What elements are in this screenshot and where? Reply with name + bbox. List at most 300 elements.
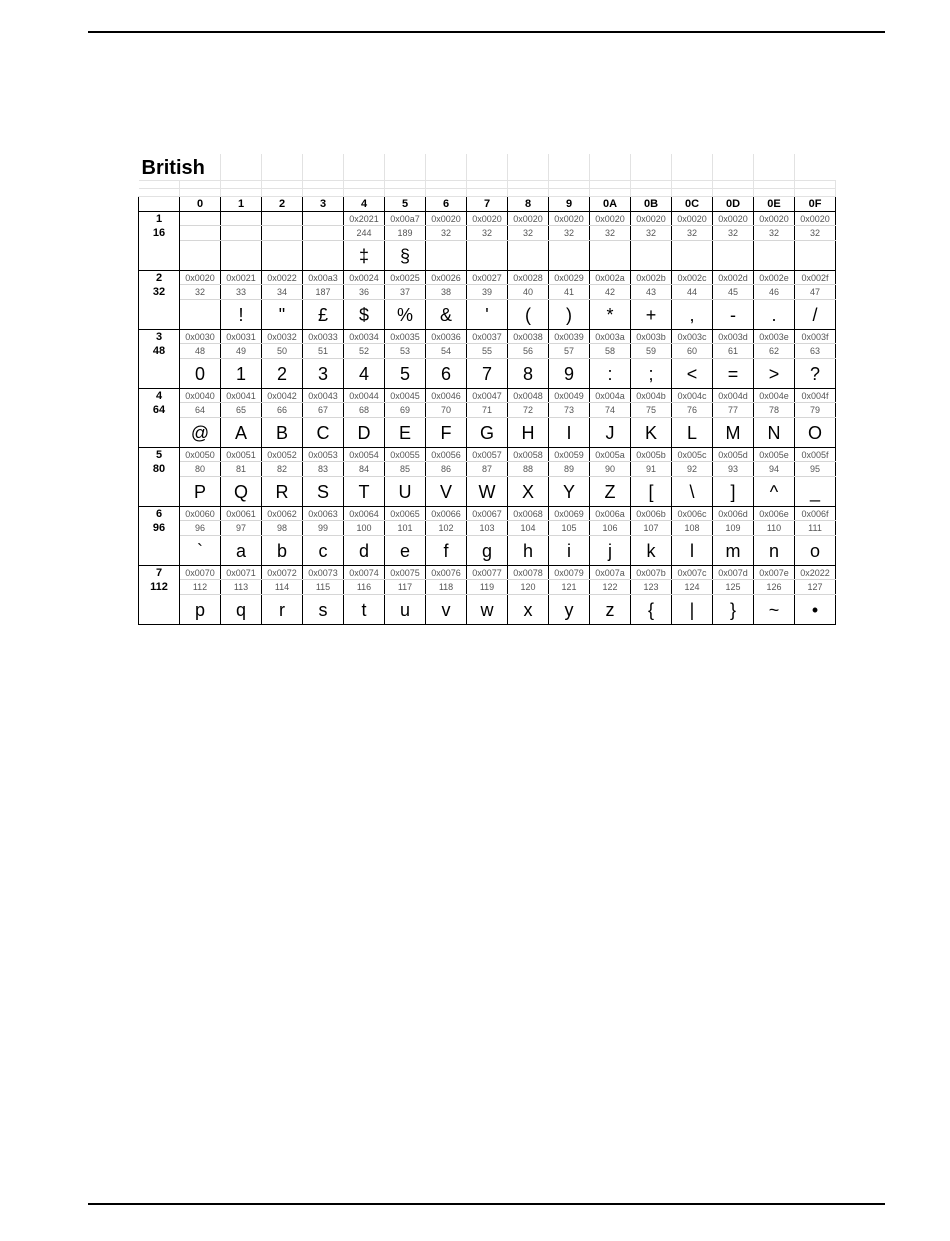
hex-code-cell: 0x0020: [180, 271, 221, 285]
column-header: 0A: [590, 197, 631, 212]
decimal-code-cell: 94: [754, 462, 795, 477]
glyph-cell: $: [344, 300, 385, 330]
hex-code-cell: 0x004e: [754, 389, 795, 403]
empty-cell: [426, 154, 467, 181]
row-head-empty: [139, 595, 180, 625]
hex-code-cell: 0x0053: [303, 448, 344, 462]
row-decimal-label: 16: [139, 226, 180, 241]
hex-code-cell: 0x0024: [344, 271, 385, 285]
glyph-cell: t: [344, 595, 385, 625]
glyph-cell: [: [631, 477, 672, 507]
glyph-cell: Y: [549, 477, 590, 507]
hex-code-cell: 0x007c: [672, 566, 713, 580]
decimal-code-cell: 244: [344, 226, 385, 241]
hex-code-cell: 0x0042: [262, 389, 303, 403]
decimal-code-cell: 55: [467, 344, 508, 359]
glyph-cell: [590, 241, 631, 271]
table-row: [139, 418, 836, 448]
glyph-cell: h: [508, 536, 549, 566]
column-header: 0E: [754, 197, 795, 212]
hex-code-cell: 0x0056: [426, 448, 467, 462]
decimal-code-cell: 95: [795, 462, 836, 477]
decimal-code-cell: 78: [754, 403, 795, 418]
column-header: 3: [303, 197, 344, 212]
hex-code-cell: 0x0073: [303, 566, 344, 580]
row-label: 3: [139, 330, 180, 344]
hex-code-cell: 0x003e: [754, 330, 795, 344]
glyph-cell: [180, 300, 221, 330]
decimal-code-cell: 64: [180, 403, 221, 418]
hex-code-cell: 0x004b: [631, 389, 672, 403]
hex-code-cell: [180, 212, 221, 226]
empty-cell: [590, 154, 631, 181]
decimal-code-cell: 86: [426, 462, 467, 477]
glyph-cell: 5: [385, 359, 426, 389]
hex-code-cell: 0x004c: [672, 389, 713, 403]
glyph-cell: &: [426, 300, 467, 330]
row-label: 2: [139, 271, 180, 285]
glyph-cell: D: [344, 418, 385, 448]
table-row: [139, 448, 836, 462]
row-label: 4: [139, 389, 180, 403]
glyph-cell: I: [549, 418, 590, 448]
table-row: [139, 300, 836, 330]
empty-cell: [754, 154, 795, 181]
decimal-code-cell: 117: [385, 580, 426, 595]
empty-cell: [508, 154, 549, 181]
row-decimal-label: 48: [139, 344, 180, 359]
decimal-code-cell: 127: [795, 580, 836, 595]
glyph-cell: !: [221, 300, 262, 330]
hex-code-cell: 0x0020: [713, 212, 754, 226]
glyph-cell: [713, 241, 754, 271]
empty-cell: [303, 154, 344, 181]
hex-code-cell: 0x0027: [467, 271, 508, 285]
decimal-code-cell: 65: [221, 403, 262, 418]
hex-code-cell: 0x0065: [385, 507, 426, 521]
hex-code-cell: 0x0052: [262, 448, 303, 462]
glyph-cell: .: [754, 300, 795, 330]
decimal-code-cell: 63: [795, 344, 836, 359]
hex-code-cell: 0x0034: [344, 330, 385, 344]
glyph-cell: P: [180, 477, 221, 507]
glyph-cell: j: [590, 536, 631, 566]
decimal-code-cell: 38: [426, 285, 467, 300]
table-row: [139, 344, 836, 359]
decimal-code-cell: 111: [795, 521, 836, 536]
hex-code-cell: 0x002c: [672, 271, 713, 285]
hex-code-cell: 0x0067: [467, 507, 508, 521]
glyph-cell: ^: [754, 477, 795, 507]
hex-code-cell: 0x0075: [385, 566, 426, 580]
hex-code-cell: 0x006c: [672, 507, 713, 521]
hex-code-cell: 0x007d: [713, 566, 754, 580]
decimal-code-cell: 56: [508, 344, 549, 359]
hex-code-cell: 0x2021: [344, 212, 385, 226]
row-decimal-label: 96: [139, 521, 180, 536]
decimal-code-cell: 47: [795, 285, 836, 300]
glyph-cell: [631, 241, 672, 271]
hex-code-cell: 0x002b: [631, 271, 672, 285]
glyph-cell: -: [713, 300, 754, 330]
decimal-code-cell: 45: [713, 285, 754, 300]
hex-code-cell: 0x002e: [754, 271, 795, 285]
table-title: British: [139, 154, 221, 181]
glyph-cell: Z: [590, 477, 631, 507]
glyph-cell: y: [549, 595, 590, 625]
decimal-code-cell: 49: [221, 344, 262, 359]
glyph-cell: s: [303, 595, 344, 625]
glyph-cell: [467, 241, 508, 271]
decimal-code-cell: 89: [549, 462, 590, 477]
decimal-code-cell: 76: [672, 403, 713, 418]
decimal-code-cell: 122: [590, 580, 631, 595]
table-row: [139, 580, 836, 595]
decimal-code-cell: 40: [508, 285, 549, 300]
hex-code-cell: 0x0020: [590, 212, 631, 226]
hex-code-cell: 0x0047: [467, 389, 508, 403]
glyph-cell: R: [262, 477, 303, 507]
glyph-cell: •: [795, 595, 836, 625]
glyph-cell: \: [672, 477, 713, 507]
glyph-cell: e: [385, 536, 426, 566]
decimal-code-cell: 113: [221, 580, 262, 595]
decimal-code-cell: 114: [262, 580, 303, 595]
empty-cell: [672, 154, 713, 181]
glyph-cell: [508, 241, 549, 271]
hex-code-cell: 0x002d: [713, 271, 754, 285]
table-row: [139, 271, 836, 285]
glyph-cell: [303, 241, 344, 271]
decimal-code-cell: 32: [795, 226, 836, 241]
hex-code-cell: 0x004a: [590, 389, 631, 403]
decimal-code-cell: 43: [631, 285, 672, 300]
hex-code-cell: 0x007b: [631, 566, 672, 580]
hex-code-cell: 0x0020: [467, 212, 508, 226]
empty-cell: [549, 154, 590, 181]
decimal-code-cell: 67: [303, 403, 344, 418]
decimal-code-cell: 96: [180, 521, 221, 536]
table-row: [139, 226, 836, 241]
decimal-code-cell: 53: [385, 344, 426, 359]
hex-code-cell: 0x0020: [795, 212, 836, 226]
decimal-code-cell: 32: [754, 226, 795, 241]
decimal-code-cell: 42: [590, 285, 631, 300]
hex-code-cell: 0x0072: [262, 566, 303, 580]
table-row: [139, 536, 836, 566]
glyph-cell: N: [754, 418, 795, 448]
glyph-cell: T: [344, 477, 385, 507]
decimal-code-cell: 106: [590, 521, 631, 536]
row-head-empty: [139, 536, 180, 566]
decimal-code-cell: 74: [590, 403, 631, 418]
hex-code-cell: 0x005b: [631, 448, 672, 462]
glyph-cell: L: [672, 418, 713, 448]
column-header: 6: [426, 197, 467, 212]
decimal-code-cell: 80: [180, 462, 221, 477]
row-decimal-label: 32: [139, 285, 180, 300]
decimal-code-cell: 116: [344, 580, 385, 595]
hex-code-cell: 0x0029: [549, 271, 590, 285]
row-head-empty: [139, 359, 180, 389]
glyph-cell: c: [303, 536, 344, 566]
glyph-cell: ": [262, 300, 303, 330]
decimal-code-cell: 32: [713, 226, 754, 241]
hex-code-cell: 0x0069: [549, 507, 590, 521]
glyph-cell: ): [549, 300, 590, 330]
hex-code-cell: 0x0044: [344, 389, 385, 403]
glyph-cell: ': [467, 300, 508, 330]
glyph-cell: `: [180, 536, 221, 566]
hex-code-cell: 0x0076: [426, 566, 467, 580]
glyph-cell: q: [221, 595, 262, 625]
hex-code-cell: 0x0032: [262, 330, 303, 344]
hex-code-cell: 0x006f: [795, 507, 836, 521]
hex-code-cell: [303, 212, 344, 226]
hex-code-cell: 0x0035: [385, 330, 426, 344]
title-row: [139, 154, 836, 181]
glyph-cell: d: [344, 536, 385, 566]
hex-code-cell: 0x0026: [426, 271, 467, 285]
character-table-sheet: [138, 154, 836, 625]
glyph-cell: [795, 241, 836, 271]
decimal-code-cell: 51: [303, 344, 344, 359]
row-head-empty: [139, 241, 180, 271]
glyph-cell: X: [508, 477, 549, 507]
glyph-cell: A: [221, 418, 262, 448]
decimal-code-cell: 189: [385, 226, 426, 241]
glyph-cell: =: [713, 359, 754, 389]
table-row: [139, 241, 836, 271]
decimal-code-cell: 81: [221, 462, 262, 477]
decimal-code-cell: 92: [672, 462, 713, 477]
column-header: 0B: [631, 197, 672, 212]
bottom-rule: [88, 1203, 885, 1205]
hex-code-cell: 0x004d: [713, 389, 754, 403]
decimal-code-cell: 32: [508, 226, 549, 241]
glyph-cell: [672, 241, 713, 271]
glyph-cell: U: [385, 477, 426, 507]
glyph-cell: <: [672, 359, 713, 389]
column-header: 7: [467, 197, 508, 212]
glyph-cell: F: [426, 418, 467, 448]
hex-code-cell: 0x0066: [426, 507, 467, 521]
table-row: [139, 285, 836, 300]
hex-code-cell: 0x0061: [221, 507, 262, 521]
glyph-cell: _: [795, 477, 836, 507]
glyph-cell: S: [303, 477, 344, 507]
character-table: [138, 154, 836, 625]
decimal-code-cell: 68: [344, 403, 385, 418]
hex-code-cell: 0x0051: [221, 448, 262, 462]
decimal-code-cell: 59: [631, 344, 672, 359]
glyph-cell: {: [631, 595, 672, 625]
hex-code-cell: 0x006e: [754, 507, 795, 521]
decimal-code-cell: 61: [713, 344, 754, 359]
column-header: 1: [221, 197, 262, 212]
hex-code-cell: 0x0031: [221, 330, 262, 344]
glyph-cell: m: [713, 536, 754, 566]
decimal-code-cell: 119: [467, 580, 508, 595]
decimal-code-cell: 98: [262, 521, 303, 536]
hex-code-cell: 0x0071: [221, 566, 262, 580]
glyph-cell: %: [385, 300, 426, 330]
glyph-cell: f: [426, 536, 467, 566]
hex-code-cell: 0x0077: [467, 566, 508, 580]
decimal-code-cell: 85: [385, 462, 426, 477]
table-row: [139, 595, 836, 625]
hex-code-cell: 0x0038: [508, 330, 549, 344]
table-row: [139, 507, 836, 521]
decimal-code-cell: 44: [672, 285, 713, 300]
hex-code-cell: 0x0036: [426, 330, 467, 344]
hex-code-cell: 0x0020: [631, 212, 672, 226]
decimal-code-cell: 90: [590, 462, 631, 477]
column-header: 0: [180, 197, 221, 212]
decimal-code-cell: 124: [672, 580, 713, 595]
column-header: 2: [262, 197, 303, 212]
hex-code-cell: 0x0022: [262, 271, 303, 285]
decimal-code-cell: 33: [221, 285, 262, 300]
decimal-code-cell: 84: [344, 462, 385, 477]
glyph-cell: W: [467, 477, 508, 507]
decimal-code-cell: 120: [508, 580, 549, 595]
hex-code-cell: 0x0049: [549, 389, 590, 403]
table-row: [139, 521, 836, 536]
row-decimal-label: 112: [139, 580, 180, 595]
glyph-cell: w: [467, 595, 508, 625]
glyph-cell: x: [508, 595, 549, 625]
glyph-cell: |: [672, 595, 713, 625]
column-header: 4: [344, 197, 385, 212]
hex-code-cell: [221, 212, 262, 226]
table-row: [139, 330, 836, 344]
decimal-code-cell: 50: [262, 344, 303, 359]
glyph-cell: l: [672, 536, 713, 566]
glyph-cell: G: [467, 418, 508, 448]
hex-code-cell: 0x003b: [631, 330, 672, 344]
decimal-code-cell: 62: [754, 344, 795, 359]
hex-code-cell: 0x2022: [795, 566, 836, 580]
hex-code-cell: 0x00a7: [385, 212, 426, 226]
decimal-code-cell: 37: [385, 285, 426, 300]
decimal-code-cell: 107: [631, 521, 672, 536]
decimal-code-cell: 101: [385, 521, 426, 536]
decimal-code-cell: 125: [713, 580, 754, 595]
glyph-cell: a: [221, 536, 262, 566]
decimal-code-cell: [221, 226, 262, 241]
glyph-cell: :: [590, 359, 631, 389]
decimal-code-cell: 41: [549, 285, 590, 300]
glyph-cell: ‡: [344, 241, 385, 271]
hex-code-cell: 0x0043: [303, 389, 344, 403]
hex-code-cell: 0x0050: [180, 448, 221, 462]
row-label: 1: [139, 212, 180, 226]
decimal-code-cell: 123: [631, 580, 672, 595]
glyph-cell: 2: [262, 359, 303, 389]
hex-code-cell: 0x006b: [631, 507, 672, 521]
decimal-code-cell: 121: [549, 580, 590, 595]
empty-cell: [221, 154, 262, 181]
decimal-code-cell: 39: [467, 285, 508, 300]
empty-cell: [262, 154, 303, 181]
blank-row: [139, 189, 836, 197]
glyph-cell: 9: [549, 359, 590, 389]
decimal-code-cell: 110: [754, 521, 795, 536]
hex-code-cell: 0x0079: [549, 566, 590, 580]
table-row: [139, 359, 836, 389]
hex-code-cell: 0x0041: [221, 389, 262, 403]
decimal-code-cell: 32: [631, 226, 672, 241]
hex-code-cell: 0x007e: [754, 566, 795, 580]
decimal-code-cell: 32: [672, 226, 713, 241]
hex-code-cell: 0x0020: [426, 212, 467, 226]
column-header: 0F: [795, 197, 836, 212]
empty-cell: [713, 154, 754, 181]
decimal-code-cell: 82: [262, 462, 303, 477]
decimal-code-cell: 58: [590, 344, 631, 359]
table-row: [139, 462, 836, 477]
decimal-code-cell: 46: [754, 285, 795, 300]
decimal-code-cell: 34: [262, 285, 303, 300]
empty-cell: [631, 154, 672, 181]
decimal-code-cell: 54: [426, 344, 467, 359]
decimal-code-cell: 66: [262, 403, 303, 418]
decimal-code-cell: 73: [549, 403, 590, 418]
glyph-cell: ~: [754, 595, 795, 625]
decimal-code-cell: 112: [180, 580, 221, 595]
table-row: [139, 403, 836, 418]
glyph-cell: ;: [631, 359, 672, 389]
glyph-cell: *: [590, 300, 631, 330]
decimal-code-cell: 79: [795, 403, 836, 418]
glyph-cell: [549, 241, 590, 271]
hex-code-cell: 0x0074: [344, 566, 385, 580]
decimal-code-cell: 99: [303, 521, 344, 536]
glyph-cell: Q: [221, 477, 262, 507]
decimal-code-cell: 32: [426, 226, 467, 241]
hex-code-cell: 0x00a3: [303, 271, 344, 285]
hex-code-cell: 0x0062: [262, 507, 303, 521]
hex-code-cell: 0x0020: [672, 212, 713, 226]
hex-code-cell: 0x007a: [590, 566, 631, 580]
hex-code-cell: 0x003d: [713, 330, 754, 344]
blank-row: [139, 181, 836, 189]
hex-code-cell: 0x0028: [508, 271, 549, 285]
glyph-cell: ]: [713, 477, 754, 507]
decimal-code-cell: 115: [303, 580, 344, 595]
row-head-empty: [139, 300, 180, 330]
hex-code-cell: 0x005f: [795, 448, 836, 462]
decimal-code-cell: 100: [344, 521, 385, 536]
hex-code-cell: 0x006d: [713, 507, 754, 521]
decimal-code-cell: 83: [303, 462, 344, 477]
decimal-code-cell: 48: [180, 344, 221, 359]
glyph-cell: 3: [303, 359, 344, 389]
hex-code-cell: 0x0020: [549, 212, 590, 226]
empty-cell: [344, 154, 385, 181]
decimal-code-cell: [180, 226, 221, 241]
hex-code-cell: 0x0037: [467, 330, 508, 344]
hex-code-cell: 0x0046: [426, 389, 467, 403]
hex-code-cell: 0x0058: [508, 448, 549, 462]
glyph-cell: [426, 241, 467, 271]
glyph-cell: b: [262, 536, 303, 566]
glyph-cell: (: [508, 300, 549, 330]
glyph-cell: 6: [426, 359, 467, 389]
glyph-cell: p: [180, 595, 221, 625]
glyph-cell: n: [754, 536, 795, 566]
